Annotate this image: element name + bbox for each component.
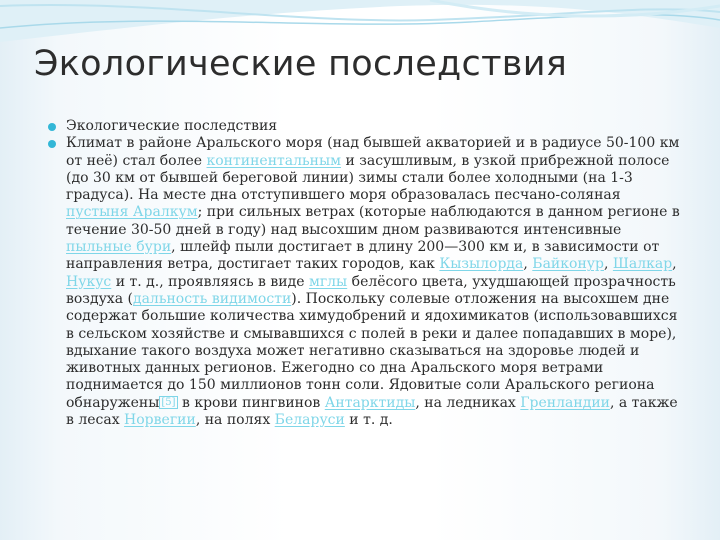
link-nukus[interactable]: Нукус	[66, 273, 112, 290]
body-text: , на полях	[195, 412, 275, 429]
link-continental[interactable]: континентальным	[206, 152, 342, 169]
body-text: и т. д.	[344, 412, 393, 429]
body-text: Климат в районе Аральского моря (над бывшей акваторией и в радиусе 50-100 км от неё) стал более	[66, 135, 680, 169]
reference-link[interactable]: [5]	[161, 396, 176, 408]
body-text: ,	[672, 256, 677, 273]
body-text: белёсого цвета, ухудшающей прозрачность воздуха (	[66, 273, 676, 307]
link-dust-storms[interactable]: пыльные бури	[66, 239, 172, 256]
body-text: и т. д., проявляясь в виде	[111, 273, 309, 290]
body-text: и засушливым, в узкой прибрежной полосе (до 30 км от бывшей береговой линии) зимы стали более холодными (на 1-3 градуса). На месте дна отступившего моря образовалась песчано-соляная	[66, 152, 670, 204]
link-greenland[interactable]: Гренландии	[520, 394, 610, 411]
link-haze[interactable]: мглы	[308, 273, 348, 290]
body-text: , на ледниках	[415, 394, 521, 411]
body-text: , шлейф пыли достигает в длину 200—300 км и, в зависимости от направления ветра, достигает таких городов, как	[66, 239, 660, 273]
link-visibility-range[interactable]: дальность видимости	[132, 290, 292, 307]
link-baikonur[interactable]: Байконур	[532, 256, 604, 273]
body-text: ; при сильных ветрах (которые наблюдаются в данном регионе в течение 30-50 дней в году) над высохшим дном развиваются интенсивные	[66, 204, 680, 238]
slide-title: Экологические последствия	[34, 44, 568, 84]
body-text: , а также в лесах	[66, 394, 678, 429]
body-text: ,	[523, 256, 533, 273]
link-norway[interactable]: Норвегии	[124, 412, 196, 429]
bullet-item-body	[46, 135, 686, 429]
body-text: в крови пингвинов	[177, 394, 325, 411]
bullet-item-heading: Экологические последствия	[46, 118, 686, 135]
link-shalkar[interactable]: Шалкар	[612, 256, 673, 273]
bullet-list	[46, 118, 686, 429]
body-text: ,	[603, 256, 613, 273]
link-belarus[interactable]: Беларуси	[274, 412, 345, 429]
body-text: ). Поскольку солевые отложения на высохшем дне содержат большие количества химудобрений и ядохимикатов (использовавшихся в сельском хозяйстве и смывавшихся с полей в реки и далее попадавших в море), вдыхание такого воздуха может негативно сказываться на здоровье людей и животных данных регионов. Ежегодно со дна Аральского моря ветрами поднимается до 150 миллионов тонн соли. Ядовитые соли Аральского региона обнаружены	[66, 290, 678, 411]
link-kyzylorda[interactable]: Кызылорда	[439, 256, 524, 273]
link-antarctica[interactable]: Антарктиды	[324, 394, 416, 411]
link-aralkum-desert[interactable]: пустыня Аралкум	[66, 204, 198, 221]
